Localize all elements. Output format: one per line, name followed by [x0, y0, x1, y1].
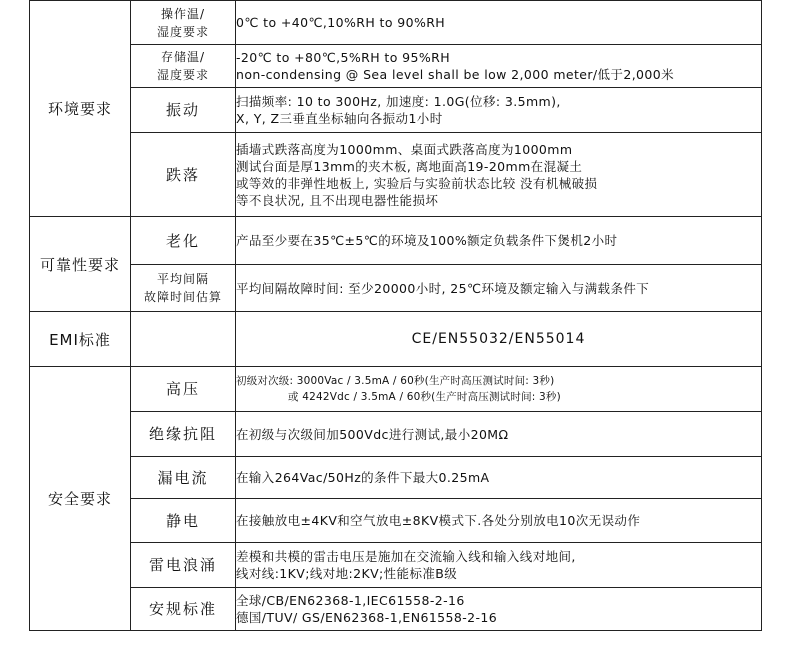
label-emi-empty — [131, 312, 236, 367]
label-esd: 静电 — [131, 499, 236, 543]
row-drop — [30, 133, 762, 217]
value-mtbf: 平均间隔故障时间: 至少20000小时, 25℃环境及额定输入与满载条件下 — [236, 265, 762, 312]
label-regulatory: 安规标准 — [131, 588, 236, 631]
category-reliability: 可靠性要求 — [30, 217, 131, 312]
label-drop: 跌落 — [131, 133, 236, 217]
value-leakage: 在输入264Vac/50Hz的条件下最大0.25mA — [236, 457, 762, 499]
value-aging: 产品至少要在35℃±5℃的环境及100%额定负载条件下煲机2小时 — [236, 217, 762, 265]
category-safety: 安全要求 — [30, 367, 131, 631]
row-aging — [30, 217, 762, 265]
spec-table — [29, 0, 762, 631]
row-storage-temp — [30, 45, 762, 88]
label-aging: 老化 — [131, 217, 236, 265]
category-emi: EMI标准 — [30, 312, 131, 367]
row-leakage — [30, 457, 762, 499]
label-operating-temp: 操作温/ 湿度要求 — [131, 1, 236, 45]
label-storage-temp: 存储温/ 湿度要求 — [131, 45, 236, 88]
value-surge: 差模和共模的雷击电压是施加在交流输入线和输入线对地间, 线对线:1KV;线对地:2KV;性能标准B级 — [236, 543, 762, 588]
row-emi — [30, 312, 762, 367]
value-regulatory: 全球/CB/EN62368-1,IEC61558-2-16 德国/TUV/ GS/EN62368-1,EN61558-2-16 — [236, 588, 762, 631]
category-environment: 环境要求 — [30, 1, 131, 217]
row-operating-temp — [30, 1, 762, 45]
row-hipot — [30, 367, 762, 412]
row-surge — [30, 543, 762, 588]
value-emi: CE/EN55032/EN55014 — [236, 312, 762, 367]
label-insulation: 绝缘抗阻 — [131, 412, 236, 457]
value-operating-temp: 0℃ to +40℃,10%RH to 90%RH — [236, 1, 762, 45]
value-esd: 在接触放电±4KV和空气放电±8KV模式下.各处分别放电10次无误动作 — [236, 499, 762, 543]
value-hipot: 初级对次级: 3000Vac / 3.5mA / 60秒(生产时高压测试时间: 3秒) 或 4242Vdc / 3.5mA / 60秒(生产时高压测试时间: 3秒) — [236, 367, 762, 412]
row-insulation — [30, 412, 762, 457]
value-storage-temp: -20℃ to +80℃,5%RH to 95%RH non-condensing @ Sea level shall be low 2,000 meter/低于2,000米 — [236, 45, 762, 88]
label-leakage: 漏电流 — [131, 457, 236, 499]
label-vibration: 振动 — [131, 88, 236, 133]
value-drop: 插墙式跌落高度为1000mm、桌面式跌落高度为1000mm 测试台面是厚13mm的夹木板, 离地面高19-20mm在混凝土 或等效的非弹性地板上, 实验后与实验前状态比较 没有机械破损 等不良状况, 且不出现电器性能损坏 — [236, 133, 762, 217]
label-mtbf: 平均间隔 故障时间估算 — [131, 265, 236, 312]
value-insulation: 在初级与次级间加500Vdc进行测试,最小20MΩ — [236, 412, 762, 457]
row-esd — [30, 499, 762, 543]
row-mtbf — [30, 265, 762, 312]
row-regulatory — [30, 588, 762, 631]
value-vibration: 扫描频率: 10 to 300Hz, 加速度: 1.0G(位移: 3.5mm), X, Y, Z三垂直坐标轴向各振动1小时 — [236, 88, 762, 133]
label-hipot: 高压 — [131, 367, 236, 412]
label-surge: 雷电浪涌 — [131, 543, 236, 588]
row-vibration — [30, 88, 762, 133]
